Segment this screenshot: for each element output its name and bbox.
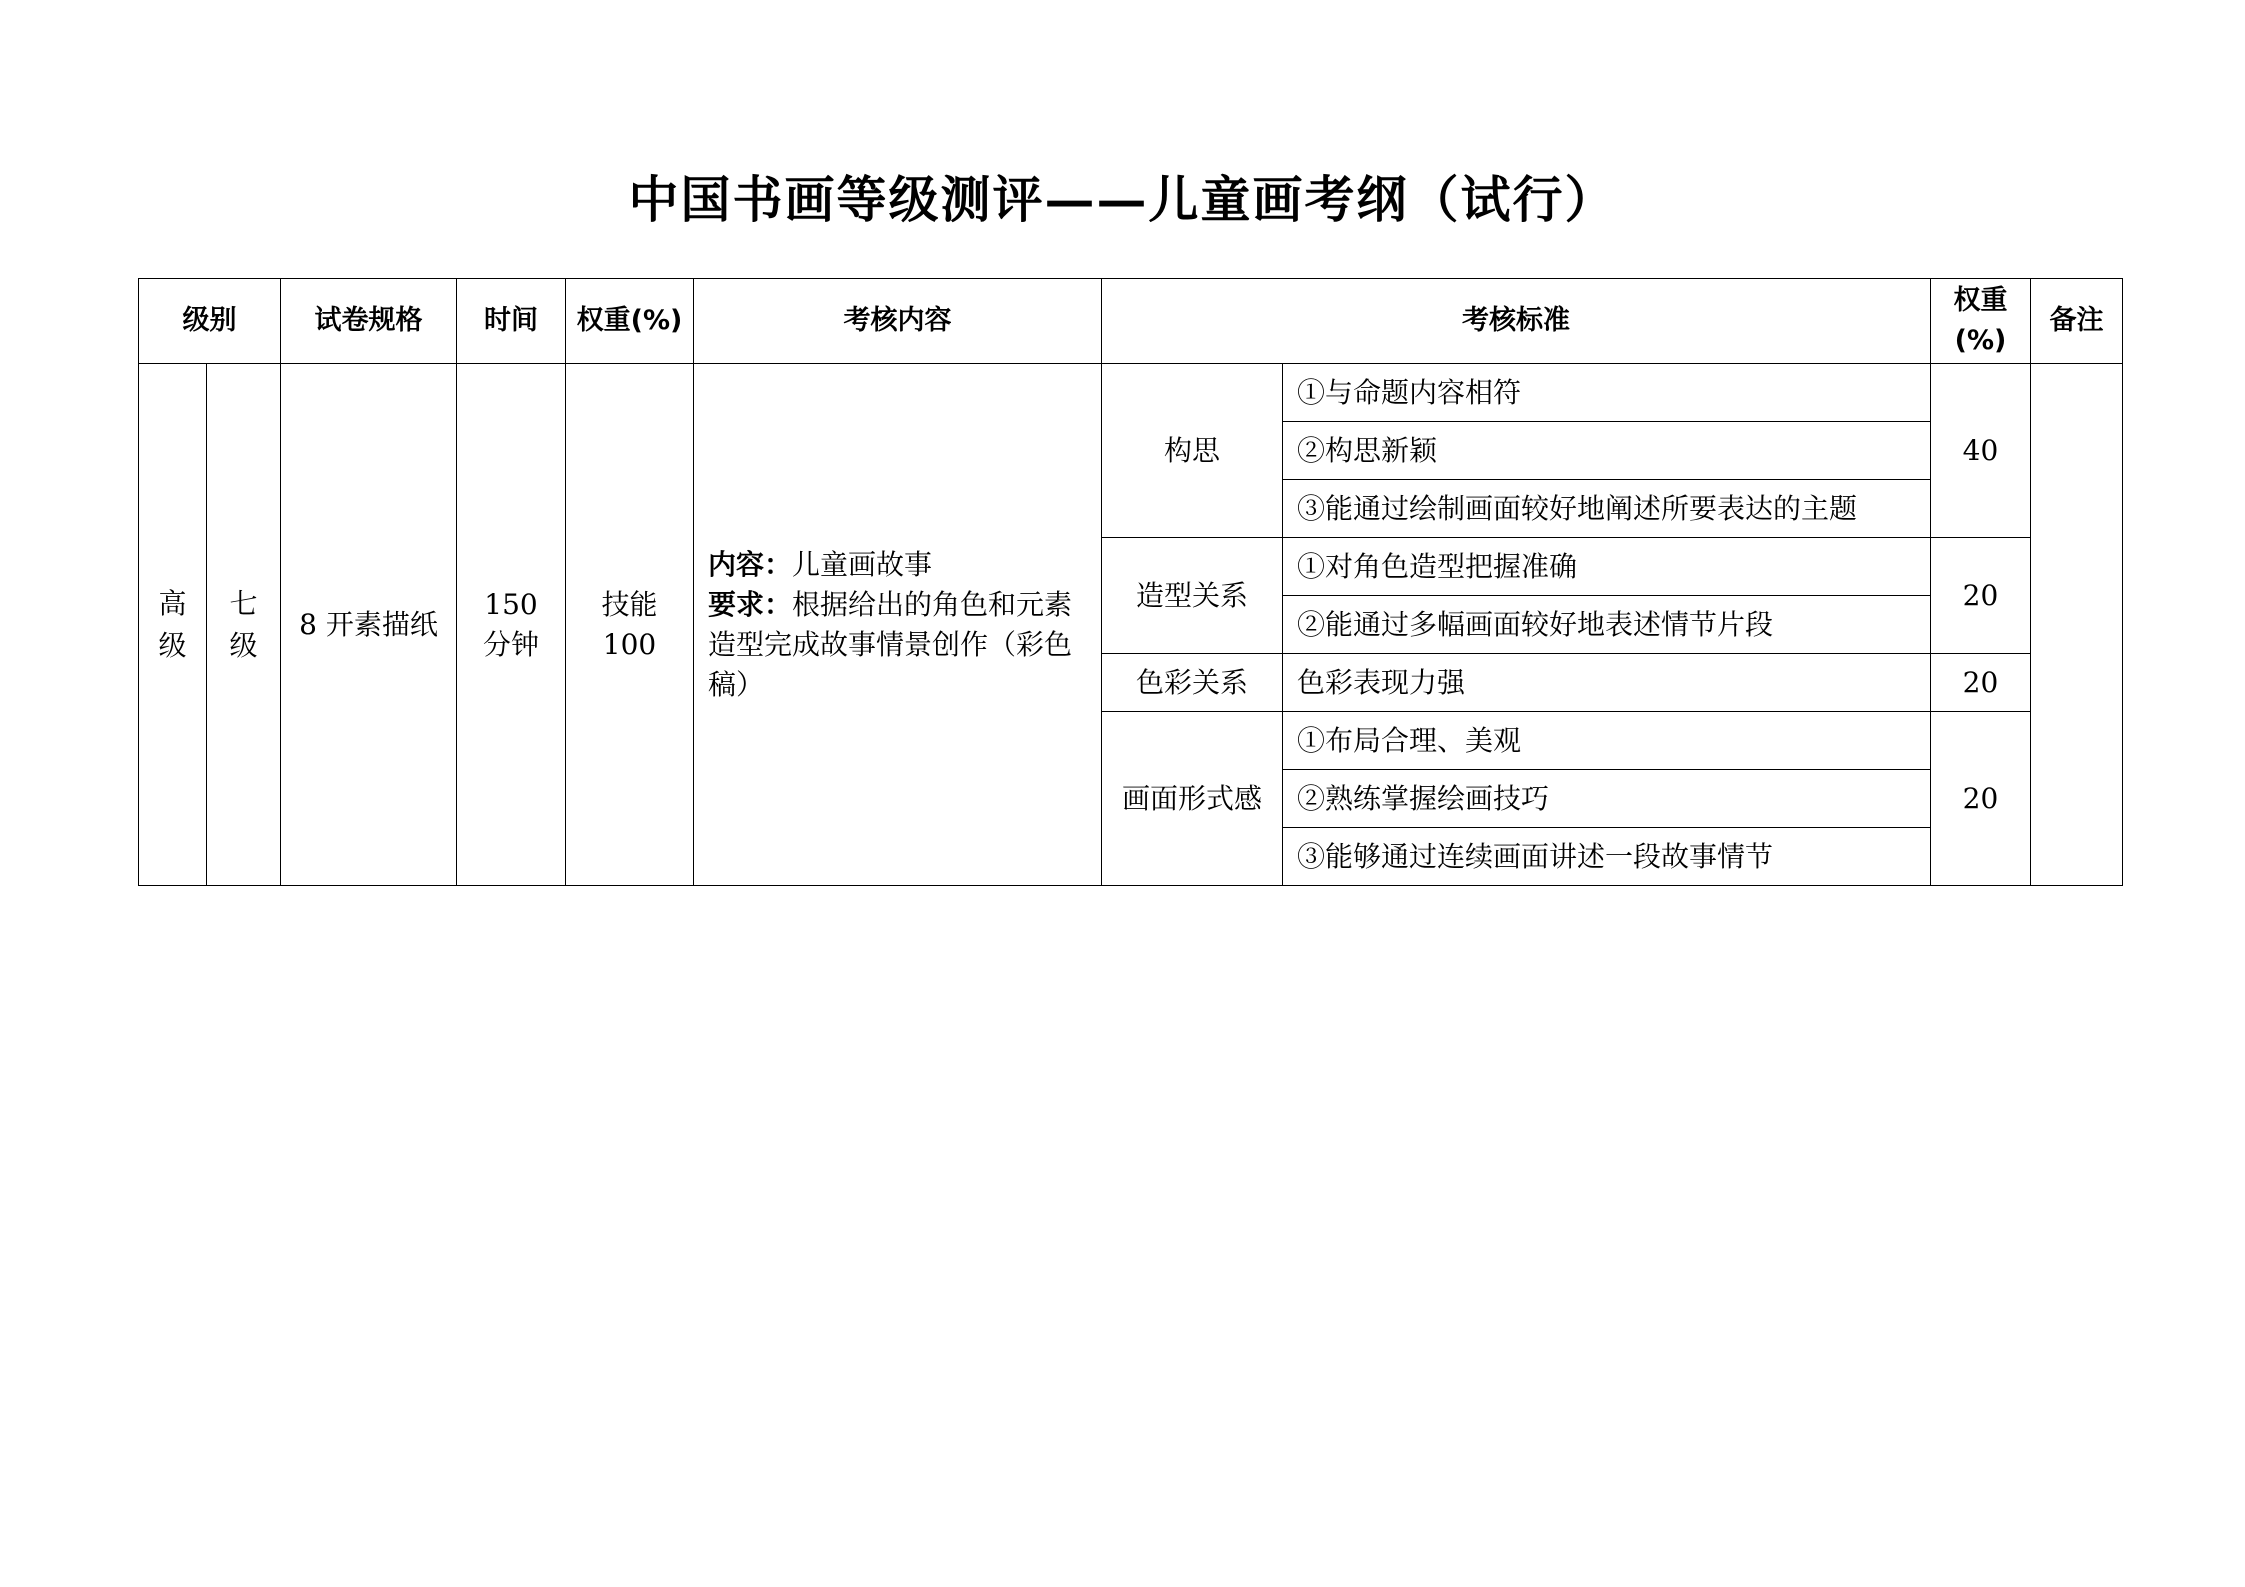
criterion: 色彩表现力强 — [1283, 654, 1931, 712]
content-label: 内容： — [708, 547, 793, 581]
level-sub: 七级 — [229, 586, 258, 662]
header-notes: 备注 — [2031, 279, 2123, 364]
level-main-cell — [139, 364, 207, 886]
header-standard: 考核标准 — [1102, 279, 1931, 364]
category-weight: 20 — [1931, 538, 2031, 654]
header-level: 级别 — [139, 279, 281, 364]
requirement-value: 根据给出的角色和元素造型完成故事情景创作（彩色稿） — [708, 587, 1073, 701]
time-cell — [457, 364, 566, 886]
header-weight-2 — [1931, 279, 2031, 364]
weight-cell — [566, 364, 694, 886]
category-weight: 40 — [1931, 364, 2031, 538]
header-weight-2-line1: 权重 — [1953, 285, 2008, 316]
time-unit: 分钟 — [482, 627, 539, 661]
weight-value: 100 — [602, 627, 657, 661]
header-paper-spec: 试卷规格 — [281, 279, 457, 364]
table-row — [139, 364, 2123, 422]
criterion: ③能够通过连续画面讲述一段故事情节 — [1283, 828, 1931, 886]
criterion: ②构思新颖 — [1283, 422, 1931, 480]
exam-outline-table — [138, 278, 2123, 886]
header-content: 考核内容 — [694, 279, 1102, 364]
requirement-label: 要求： — [708, 587, 793, 621]
criterion: ③能通过绘制画面较好地阐述所要表达的主题 — [1283, 480, 1931, 538]
header-weight: 权重(%) — [566, 279, 694, 364]
content-value: 儿童画故事 — [792, 547, 933, 581]
criterion: ②能通过多幅画面较好地表述情节片段 — [1283, 596, 1931, 654]
category-name: 造型关系 — [1102, 538, 1283, 654]
category-name: 色彩关系 — [1102, 654, 1283, 712]
header-time: 时间 — [457, 279, 566, 364]
notes-cell — [2031, 364, 2123, 886]
header-weight-2-line2: (%) — [1954, 325, 2007, 356]
category-weight: 20 — [1931, 654, 2031, 712]
page-title: 中国书画等级测评——儿童画考纲（试行） — [628, 170, 1617, 229]
weight-label: 技能 — [601, 587, 658, 621]
criterion: ①与命题内容相符 — [1283, 364, 1931, 422]
time-value: 150 — [484, 587, 538, 621]
level-main: 高级 — [158, 586, 187, 662]
header-row — [139, 279, 2123, 364]
criterion: ②熟练掌握绘画技巧 — [1283, 770, 1931, 828]
category-weight: 20 — [1931, 712, 2031, 886]
criterion: ①布局合理、美观 — [1283, 712, 1931, 770]
category-name: 构思 — [1102, 364, 1283, 538]
category-name: 画面形式感 — [1102, 712, 1283, 886]
level-sub-cell — [207, 364, 281, 886]
criterion: ①对角色造型把握准确 — [1283, 538, 1931, 596]
paper-spec: 8 开素描纸 — [281, 364, 457, 886]
content-cell — [694, 364, 1102, 886]
